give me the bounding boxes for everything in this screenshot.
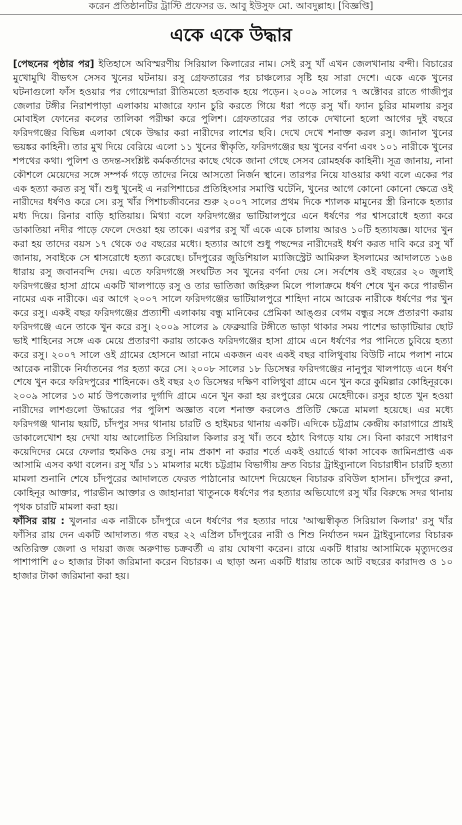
article-headline: একে একে উদ্ধার (170, 25, 292, 46)
previous-article-tail: করেন প্রতিষ্ঠানটির ট্রাস্টি প্রফেসর ড. আবু ইউসুফ মো. আবদুল্লাহ। [বিজ্ঞপ্তি] (0, 0, 462, 15)
article-paragraph (13, 515, 453, 584)
article-body (13, 58, 453, 584)
paragraph-text: ইতিহাসে অবিস্মরণীয় সিরিয়াল কিলারের নাম। সেই রসু খাঁ এখন জেলখানায় বন্দী। বিচারের মুখোমুখি বীভৎস সেসব খুনের ঘটনায়। রসু গ্রেফতারের পর চাঞ্চল্যের সৃষ্টি হয় সারা দেশে। একে একে খুনের ঘটনাগুলো ফাঁস হওয়ার পর গোয়েন্দারা রীতিমতো হতবাক হয়ে পড়েন। ২০০৯ সালের ৭ অক্টোবর রাতে গাজীপুর জেলার টঙ্গীর নিরাশপাড়া এলাকায় মাজারে ফ্যান চুরি করতে গিয়ে ধরা পড়ে রসু খাঁ। ফ্যান চুরির মামলায় রসুর মোবাইল ফোনের কলের তালিকা পরীক্ষা করে পুলিশ। গ্রেফতারের পর তাকে দেখানো হলো আগের দুই বছরে ফরিদগঞ্জের বিভিন্ন এলাকা থেকে উদ্ধার করা নারীদের লাশের ছবি। দেখে দেখে শনাক্ত করল রসু। জানাল খুনের ভয়ঙ্কর কাহিনী। তার মুখ দিয়ে বেরিয়ে এলো ১১ খুনের স্বীকৃতি, ফরিদগঞ্জের ছয় খুনের বর্ণনা এবং ১০১ নারীকে খুনের শপথের কথা। পুলিশ ও তদন্ত-সংশ্লিষ্ট কর্মকর্তাদের কাছে থেকে জানা গেছে সেসব রোমহর্ষক কাহিনী। সূত্র জানায়, নানা কৌশলে মেয়েদের সঙ্গে সম্পর্ক গড়ে তাদের নিয়ে আসতো নির্জন স্থানে। তারপর নিয়ে যাওয়ার কথা বলে একের পর এক হত্যা করত রসু খাঁ। শুধু খুনেই এ নরপিশাচের প্রতিহিংসার সমাপ্তি ঘটেনি, খুনের আগে কোনো কোনো ক্ষেত্রে ওই নারীদের ধর্ষণও করে সে। রসু খাঁর পিশাচজীবনের শুরু ২০০৭ সালের প্রথম দিকে শ্যালক মামুনের স্ত্রী রিনাকে হত্যার মধ্য দিয়ে। রিনার বাড়ি হাতিয়ায়। মিথ্যা বলে ফরিদগঞ্জের ভাটিয়ালপুরে এনে ধর্ষণের পর শ্বাসরোধে হত্যা করে ডাকাতিয়া নদীর পাড়ে ফেলে দেওয়া হয় তাকে। এরপর রসু খাঁ একে একে চালায় আরও ১০টি হত্যাযজ্ঞ। যাদের খুন করা হয় তাদের বয়স ১৭ থেকে ৩৫ বছরের মধ্যে। হত্যার আগে শুধু পছন্দের নারীদেরই ধর্ষণ করত দাবি করে রসু খাঁ জানায়, সবাইকে সে শ্বাসরোধে হত্যা করেছে। চাঁদপুরের জুডিশিয়াল ম্যাজিস্ট্রেট আমিরুল ইসলামের আদালতে ১৬৪ ধারায় রসু জবানবন্দি দেয়। এতে ফরিদগঞ্জে সংঘটিত সব খুনের বর্ণনা দেয় সে। সর্বশেষ ওই বছরের ২০ জুলাই ফরিদগঞ্জের হাসা গ্রামে একটি খালপাড়ে রসু ও তার ভাতিজা জহিরুল মিলে পালাক্রমে ধর্ষণ শেষে খুন করে পারভীন নামের এক নারীকে। এর আগে ২০০৭ সালে ফরিদগঞ্জের ভাটিয়ালপুরে শাহিদা নামে আরেক নারীকে ধর্ষণের পর খুন করে রসু। একই বছর ফরিদগঞ্জের প্রত্যাশী এলাকায় বন্ধু মানিকের প্রেমিকা আঙ্গুর বেগম বন্ধুর সঙ্গে প্রতারণা করায় ফরিদগঞ্জে এনে তাকে খুন করে রসু। ২০০৯ সালের ৯ ফেব্রুয়ারি টঙ্গীতে ভাড়া থাকার সময় পাশের ভাড়াটিয়ার ছোট ভাই শাহিনের সঙ্গে এক মেয়ে প্রতারণা করায় তাকেও ফরিদগঞ্জের হাসা গ্রামে এনে ধর্ষণের পর পানিতে চুবিয়ে হত্যা করে রসু। ২০০৭ সালে ওই গ্রামের হোসনে আরা নামে একজন এবং একই বছর বালিথুবায় বিউটি নামে পলাশ নামে আরেক নারীকে নির্যাতনের পর হত্যা করে সে। ২০০৮ সালের ১৮ ডিসেম্বর ফরিদগঞ্জের নানুপুর খালপাড়ে এনে ধর্ষণ শেষে খুন করে ফরিদপুরের শাহিনকে। ওই বছর ২৩ ডিসেম্বর দক্ষিণ বালিথুবা গ্রামে এনে খুন করে কুমিল্লার কোহিনূরকে। ২০০৯ সালের ১৩ মার্চ উপজেলার দুর্গাদি গ্রামে এনে খুন করা হয় রংপুরের মেয়ে মেহেদীকে। রসুর হাতে খুন হওয়া নারীদের লাশগুলো উদ্ধারের পর পুলিশ অজ্ঞাত বলে শনাক্ত করলেও প্রতিটি ক্ষেত্রে মামলা হয়েছে। এর মধ্যে ফরিদগঞ্জ থানায় ছয়টি, চাঁদপুর সদর থানায় চারটি ও হাইমচর থানায় একটি। এদিকে চট্টগ্রাম কেন্দ্রীয় কারাগারে প্রায়ই ডাকালেখোশ হয় দেখা যায় আলোচিত সিরিয়াল কিলার রসু খাঁ। তবে হঠাৎ বিগড়ে যায় সে। বিনা কারণে সাধারণ কয়েদিদের মেরে ফেলার হুমকিও দেয় রসু। নাম প্রকাশ না করার শর্তে একই ওয়ার্ডে থাকা সাবেক জামিনপ্রাপ্ত এক আসামি এসব কথা বলেন। রসু খাঁর ১১ মামলার মধ্যে চট্টগ্রাম বিভাগীয় দ্রুত বিচার ট্রাইব্যুনালে বিচারাধীন চারটি হত্যা মামলা শুনানি শেষে চাঁদপুরের আদালতে ফেরত পাঠানোর আদেশ দিয়েছেন বিচারক রবিউল হাসান। চাঁদপুরে রুনা, কোহিনূর আক্তার, পারভীন আক্তার ও জাহানারা খাতুনকে ধর্ষণের পর হত্যার অভিযোগে রসু খাঁর বিরুদ্ধে সদর থানায় পৃথক চারটি মামলা করা হয়। (13, 59, 453, 513)
section-subheading: ফাঁসির রায় : (13, 515, 65, 527)
paragraph-text: খুলনার এক নারীকে চাঁদপুরে এনে ধর্ষণের পর হত্যার দায়ে 'আত্মস্বীকৃত সিরিয়াল কিলার' রসু খাঁর ফাঁসির রায় দেন একটি আদালত। গত বছর ২২ এপ্রিল চাঁদপুরের নারী ও শিশু নির্যাতন দমন ট্রাইব্যুনালের বিচারক অতিরিক্ত জেলা ও দায়রা জজ অরুণাভ চক্রবর্তী এ রায় ঘোষণা করেন। রায়ে একটি ধারায় আসামিকে মৃত্যুদণ্ডের পাশাপাশি ৫০ হাজার টাকা জরিমানা করেন বিচারক। এ ছাড়া অন্য একটি ধারায় তাকে আট বছরের কারাদণ্ড ও ১০ হাজার টাকা জরিমানা করা হয়। (13, 515, 454, 583)
continuation-kicker: [পেছনের পৃষ্ঠার পর] (13, 59, 95, 70)
article-paragraph (13, 58, 453, 515)
